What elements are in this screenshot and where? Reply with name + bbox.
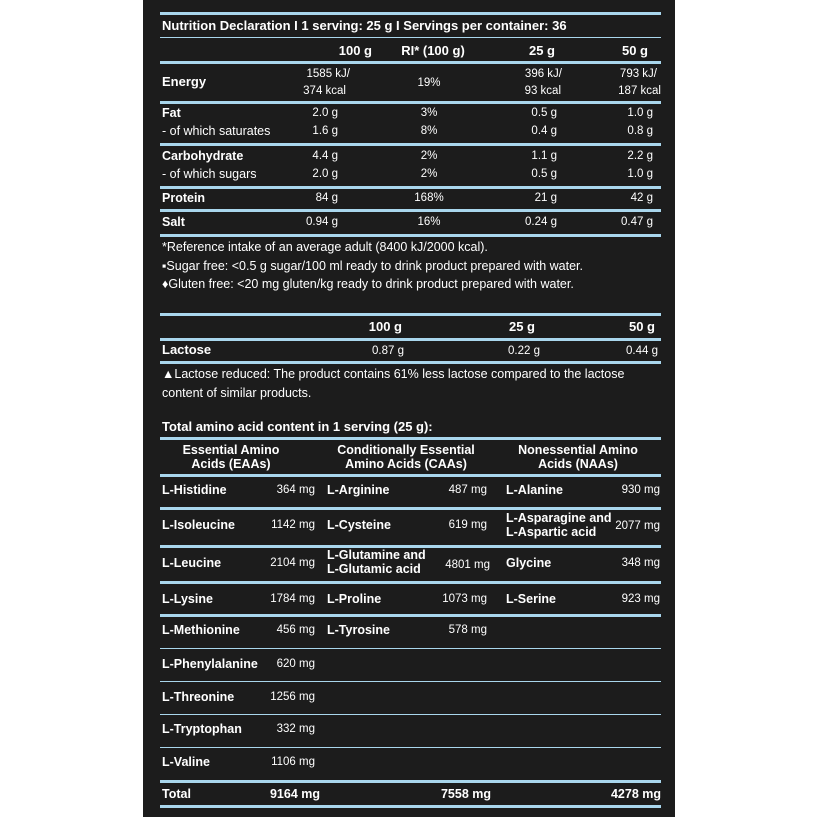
eaa-header: Essential Amino xyxy=(182,443,280,457)
eaa-name: L-Lysine xyxy=(162,592,213,606)
eaa-value: 620 mg xyxy=(276,658,315,670)
value-ri: 3% xyxy=(420,107,438,119)
energy-rule xyxy=(160,101,661,104)
amino-top-rule xyxy=(160,437,661,440)
lactose-50g: 0.44 g xyxy=(626,345,658,357)
value-50g: 0.47 g xyxy=(621,216,653,228)
col-header-50g: 50 g xyxy=(621,43,648,58)
row-label-energy: Energy xyxy=(162,74,207,89)
eaa-name: L-Valine xyxy=(162,755,210,769)
lactose-rule xyxy=(160,361,661,364)
caa-value: 619 mg xyxy=(448,519,487,531)
bottom-rule xyxy=(160,805,661,808)
value-50g: 1.0 g xyxy=(627,168,653,180)
note-gluten-free: ♦Gluten free: <20 mg gluten/kg ready to drink product prepared with water. xyxy=(162,277,574,291)
row-label: Protein xyxy=(162,191,206,205)
value-25g: 0.24 g xyxy=(525,216,557,228)
eaa-name: L-Histidine xyxy=(162,483,227,497)
naa-value: 348 mg xyxy=(621,557,660,569)
value-100g: 0.94 g xyxy=(306,216,338,228)
eaa-name: L-Phenylalanine xyxy=(162,657,258,671)
value-25g: 1.1 g xyxy=(531,150,557,162)
naa-name: L-Asparagine and xyxy=(506,511,612,525)
value-100g: 84 g xyxy=(315,192,338,204)
caa-name: L-Tyrosine xyxy=(327,623,390,637)
caa-value: 4801 mg xyxy=(445,559,490,571)
protein-rule xyxy=(160,209,661,212)
lactose-25g: 0.22 g xyxy=(508,345,540,357)
eaa-value: 456 mg xyxy=(276,624,315,636)
value-ri: 8% xyxy=(420,125,438,137)
amino-row-rule xyxy=(160,507,661,510)
col-header-100g: 100 g xyxy=(338,43,372,58)
carb-rule xyxy=(160,186,661,189)
amino-title: Total amino acid content in 1 serving (25 g): xyxy=(162,419,433,434)
eaa-value: 1142 mg xyxy=(271,519,315,531)
value-50g: 0.8 g xyxy=(627,125,653,137)
note-reference-intake: *Reference intake of an average adult (8400 kJ/2000 kcal). xyxy=(162,240,488,254)
value-25g: 0.5 g xyxy=(531,168,557,180)
caa-value: 487 mg xyxy=(448,484,487,496)
row-label: Fat xyxy=(162,106,181,120)
eaa-name: L-Threonine xyxy=(162,690,235,704)
energy-50g-kcal: 187 kcal xyxy=(618,85,661,97)
lactose-note-cont: content of similar products. xyxy=(162,386,312,400)
value-25g: 0.5 g xyxy=(531,107,557,119)
eaa-name: L-Tryptophan xyxy=(162,722,242,736)
eaa-value: 1784 mg xyxy=(270,593,315,605)
energy-100g-kj: 1585 kJ/ xyxy=(306,68,350,80)
value-ri: 16% xyxy=(417,216,441,228)
lactose-header-50g: 50 g xyxy=(628,319,655,334)
caa-name: L-Arginine xyxy=(327,483,390,497)
naa-value: 923 mg xyxy=(621,593,660,605)
caa-header: Conditionally Essential xyxy=(337,443,475,457)
naa-name: Glycine xyxy=(506,556,552,570)
value-25g: 0.4 g xyxy=(531,125,557,137)
row-label: - of which saturates xyxy=(162,124,271,138)
caa-name: L-Glutamine and xyxy=(327,548,426,562)
naa-value: 930 mg xyxy=(621,484,660,496)
amino-row-rule xyxy=(160,714,661,715)
energy-100g-kcal: 374 kcal xyxy=(303,85,346,97)
value-25g: 21 g xyxy=(534,192,557,204)
energy-25g-kj: 396 kJ/ xyxy=(524,68,562,80)
col-header-ri: RI* (100 g) xyxy=(401,43,465,58)
eaa-value: 332 mg xyxy=(276,723,315,735)
value-100g: 4.4 g xyxy=(312,150,338,162)
total-eaa: 9164 mg xyxy=(269,787,320,801)
total-label: Total xyxy=(162,787,191,801)
eaa-value: 2104 mg xyxy=(270,557,315,569)
eaa-header-2: Acids (EAAs) xyxy=(191,457,271,471)
col-header-25g: 25 g xyxy=(528,43,555,58)
eaa-value: 1256 mg xyxy=(270,691,315,703)
value-ri: 168% xyxy=(414,192,444,204)
naa-name: L-Alanine xyxy=(506,483,563,497)
salt-rule xyxy=(160,234,661,237)
value-50g: 42 g xyxy=(630,192,653,204)
naa-header: Nonessential Amino xyxy=(518,443,638,457)
value-100g: 2.0 g xyxy=(312,107,338,119)
lactose-note: ▲Lactose reduced: The product contains 61% less lactose compared to the lactose xyxy=(162,367,625,381)
value-100g: 2.0 g xyxy=(312,168,338,180)
lactose-header-100g: 100 g xyxy=(368,319,402,334)
header-rule xyxy=(160,61,661,64)
naa-name: L-Serine xyxy=(506,592,557,606)
total-caa: 7558 mg xyxy=(440,787,491,801)
nutrition-title: Nutrition Declaration I 1 serving: 25 g I Servings per container: 36 xyxy=(162,18,567,33)
value-100g: 1.6 g xyxy=(312,125,338,137)
eaa-value: 1106 mg xyxy=(271,756,315,768)
naa-value: 2077 mg xyxy=(615,520,660,532)
energy-ri: 19% xyxy=(417,77,441,89)
eaa-name: L-Methionine xyxy=(162,623,240,637)
naa-header-2: Acids (NAAs) xyxy=(538,457,618,471)
value-ri: 2% xyxy=(420,150,438,162)
energy-50g-kj: 793 kJ/ xyxy=(619,68,657,80)
amino-row-rule xyxy=(160,614,661,617)
amino-row-rule xyxy=(160,648,661,649)
eaa-value: 364 mg xyxy=(276,484,315,496)
caa-name: L-Cysteine xyxy=(327,518,391,532)
naa-name-2: L-Aspartic acid xyxy=(506,525,597,539)
amino-row-rule xyxy=(160,681,661,682)
row-label: - of which sugars xyxy=(162,167,257,181)
eaa-name: L-Leucine xyxy=(162,556,222,570)
caa-name-2: L-Glutamic acid xyxy=(327,562,421,576)
caa-value: 578 mg xyxy=(448,624,487,636)
value-50g: 2.2 g xyxy=(627,150,653,162)
value-ri: 2% xyxy=(420,168,438,180)
amino-row-rule xyxy=(160,780,661,783)
value-50g: 1.0 g xyxy=(627,107,653,119)
amino-header-rule xyxy=(160,474,661,477)
energy-25g-kcal: 93 kcal xyxy=(524,85,561,97)
eaa-name: L-Isoleucine xyxy=(162,518,235,532)
amino-row-rule xyxy=(160,747,661,748)
lactose-top-rule xyxy=(160,313,661,316)
row-label: Salt xyxy=(162,215,185,229)
amino-row-rule xyxy=(160,581,661,584)
total-naa: 4278 mg xyxy=(610,787,661,801)
top-rule xyxy=(160,12,661,15)
fat-rule xyxy=(160,143,661,146)
lactose-header-25g: 25 g xyxy=(508,319,535,334)
caa-name: L-Proline xyxy=(327,592,382,606)
lactose-100g: 0.87 g xyxy=(372,345,404,357)
lactose-label: Lactose xyxy=(162,342,212,357)
row-label: Carbohydrate xyxy=(162,149,244,163)
caa-value: 1073 mg xyxy=(442,593,487,605)
caa-header-2: Amino Acids (CAAs) xyxy=(345,457,467,471)
lactose-header-rule xyxy=(160,338,661,341)
note-sugar-free: ▪Sugar free: <0.5 g sugar/100 ml ready to drink product prepared with water. xyxy=(162,259,583,273)
divider xyxy=(160,37,661,38)
